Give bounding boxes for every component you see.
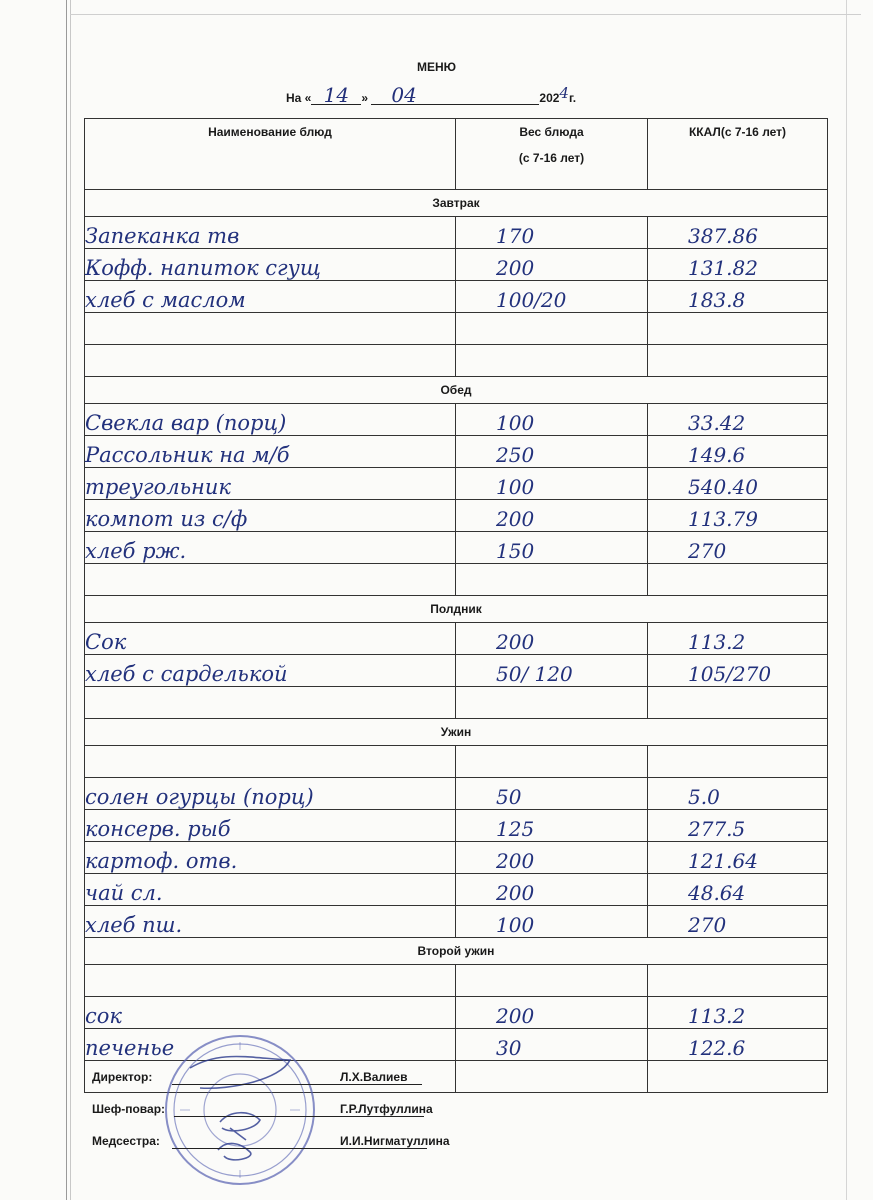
dish-name: хлеб рж.: [85, 532, 456, 564]
col-weight-line1: Вес блюда: [519, 125, 584, 139]
dish-kcal: [648, 564, 828, 596]
signature-role: Директор:: [92, 1070, 153, 1084]
date-prefix: На «: [286, 91, 312, 105]
date-month: 04: [371, 86, 539, 105]
section-title: Полдник: [85, 596, 828, 623]
dish-weight: 250: [456, 436, 648, 468]
table-row: [85, 778, 828, 810]
dish-weight: 200: [456, 500, 648, 532]
dish-name: треугольник: [85, 468, 456, 500]
dish-weight: 125: [456, 810, 648, 842]
scan-edge: [70, 14, 861, 15]
dish-kcal: 270: [648, 532, 828, 564]
dish-weight: [456, 746, 648, 778]
dish-name: сок: [85, 997, 456, 1029]
official-stamp: [160, 1030, 320, 1190]
dish-name: Рассольник на м/б: [85, 436, 456, 468]
dish-name: Запеканка тв: [85, 217, 456, 249]
scan-edge: [66, 0, 67, 1200]
dish-name: [85, 313, 456, 345]
dish-kcal: [648, 746, 828, 778]
scan-edge: [846, 0, 847, 1200]
dish-name: Кофф. напиток сгущ: [85, 249, 456, 281]
section-row: [85, 938, 828, 965]
dish-kcal: [648, 1061, 828, 1093]
dish-weight: 150: [456, 532, 648, 564]
table-row: [85, 217, 828, 249]
dish-kcal: 277.5: [648, 810, 828, 842]
table-row: [85, 404, 828, 436]
dish-kcal: 105/270: [648, 655, 828, 687]
dish-name: компот из с/ф: [85, 500, 456, 532]
table-row: [85, 842, 828, 874]
table-row: [85, 655, 828, 687]
dish-kcal: [648, 345, 828, 377]
dish-weight: 200: [456, 249, 648, 281]
table-row: [85, 965, 828, 997]
section-title: Второй ужин: [85, 938, 828, 965]
table-row: [85, 313, 828, 345]
year-prefix: 202: [539, 91, 560, 105]
dish-weight: 30: [456, 1029, 648, 1061]
col-weight-line2: (с 7-16 лет): [518, 151, 585, 165]
table-row: [85, 436, 828, 468]
table-row: [85, 249, 828, 281]
dish-name: хлеб с маслом: [85, 281, 456, 313]
dish-weight: 100: [456, 468, 648, 500]
table-row: [85, 532, 828, 564]
dish-name: печенье: [85, 1029, 456, 1061]
section-row: [85, 719, 828, 746]
table-row: [85, 810, 828, 842]
dish-name: хлеб с сарделькой: [85, 655, 456, 687]
dish-weight: 200: [456, 623, 648, 655]
dish-kcal: 387.86: [648, 217, 828, 249]
table-row: [85, 500, 828, 532]
scan-edge: [70, 0, 71, 1200]
section-row: [85, 377, 828, 404]
dish-weight: [456, 1061, 648, 1093]
table-row: [85, 746, 828, 778]
dish-name: [85, 345, 456, 377]
dish-weight: 200: [456, 842, 648, 874]
dish-name: [85, 564, 456, 596]
section-row: [85, 190, 828, 217]
year-suffix: г.: [568, 91, 577, 105]
dish-weight: 170: [456, 217, 648, 249]
signature-person: Г.Р.Лутфуллина: [340, 1102, 433, 1116]
dish-name: [85, 687, 456, 719]
menu-table: [84, 118, 828, 1093]
date-day: 14: [311, 86, 361, 105]
signature-role: Медсестра:: [92, 1134, 160, 1148]
dish-name: консерв. рыб: [85, 810, 456, 842]
dish-name: [85, 746, 456, 778]
table-row: [85, 345, 828, 377]
signature-role: Шеф-повар:: [92, 1102, 166, 1116]
dish-kcal: 33.42: [648, 404, 828, 436]
dish-weight: 100/20: [456, 281, 648, 313]
section-row: [85, 596, 828, 623]
dish-name: чай сл.: [85, 874, 456, 906]
col-name-header: Наименование блюд: [85, 119, 456, 190]
dish-weight: [456, 564, 648, 596]
dish-kcal: 540.40: [648, 468, 828, 500]
table-row: [85, 468, 828, 500]
signature-line: [172, 1084, 422, 1085]
table-row: [85, 564, 828, 596]
dish-kcal: 122.6: [648, 1029, 828, 1061]
dish-kcal: 270: [648, 906, 828, 938]
dish-kcal: 113.2: [648, 623, 828, 655]
dish-name: хлеб пш.: [85, 906, 456, 938]
dish-kcal: 5.0: [648, 778, 828, 810]
dish-kcal: 149.6: [648, 436, 828, 468]
dish-weight: [456, 965, 648, 997]
dish-name: Свекла вар (порц): [85, 404, 456, 436]
dish-kcal: [648, 313, 828, 345]
dish-weight: 200: [456, 874, 648, 906]
table-row: [85, 906, 828, 938]
dish-kcal: 113.2: [648, 997, 828, 1029]
dish-name: [85, 965, 456, 997]
dish-kcal: 183.8: [648, 281, 828, 313]
dish-weight: 50/ 120: [456, 655, 648, 687]
dish-weight: 50: [456, 778, 648, 810]
table-row: [85, 874, 828, 906]
dish-weight: 100: [456, 906, 648, 938]
section-title: Ужин: [85, 719, 828, 746]
dish-kcal: 121.64: [648, 842, 828, 874]
dish-weight: 200: [456, 997, 648, 1029]
dish-weight: [456, 687, 648, 719]
dish-weight: [456, 345, 648, 377]
dish-name: картоф. отв.: [85, 842, 456, 874]
dish-kcal: 113.79: [648, 500, 828, 532]
table-row: [85, 997, 828, 1029]
signature-line: [172, 1148, 427, 1149]
table-row: [85, 623, 828, 655]
signature-line: [174, 1116, 424, 1117]
dish-kcal: 48.64: [648, 874, 828, 906]
dish-name: солен огурцы (порц): [85, 778, 456, 810]
signature-person: Л.Х.Валиев: [340, 1070, 408, 1084]
dish-kcal: [648, 687, 828, 719]
dish-weight: 100: [456, 404, 648, 436]
signature-person: И.И.Нигматуллина: [340, 1134, 450, 1148]
dish-kcal: 131.82: [648, 249, 828, 281]
col-weight-header: [456, 119, 648, 190]
section-title: Завтрак: [85, 190, 828, 217]
dish-kcal: [648, 965, 828, 997]
date-line: [286, 83, 577, 107]
col-kcal-header: ККАЛ(с 7-16 лет): [648, 119, 828, 190]
table-row: [85, 281, 828, 313]
dish-weight: [456, 313, 648, 345]
year-digit: 4: [559, 84, 569, 102]
page-title: МЕНЮ: [416, 60, 457, 74]
table-row: [85, 687, 828, 719]
date-mid: »: [361, 91, 369, 105]
section-title: Обед: [85, 377, 828, 404]
dish-name: Сок: [85, 623, 456, 655]
